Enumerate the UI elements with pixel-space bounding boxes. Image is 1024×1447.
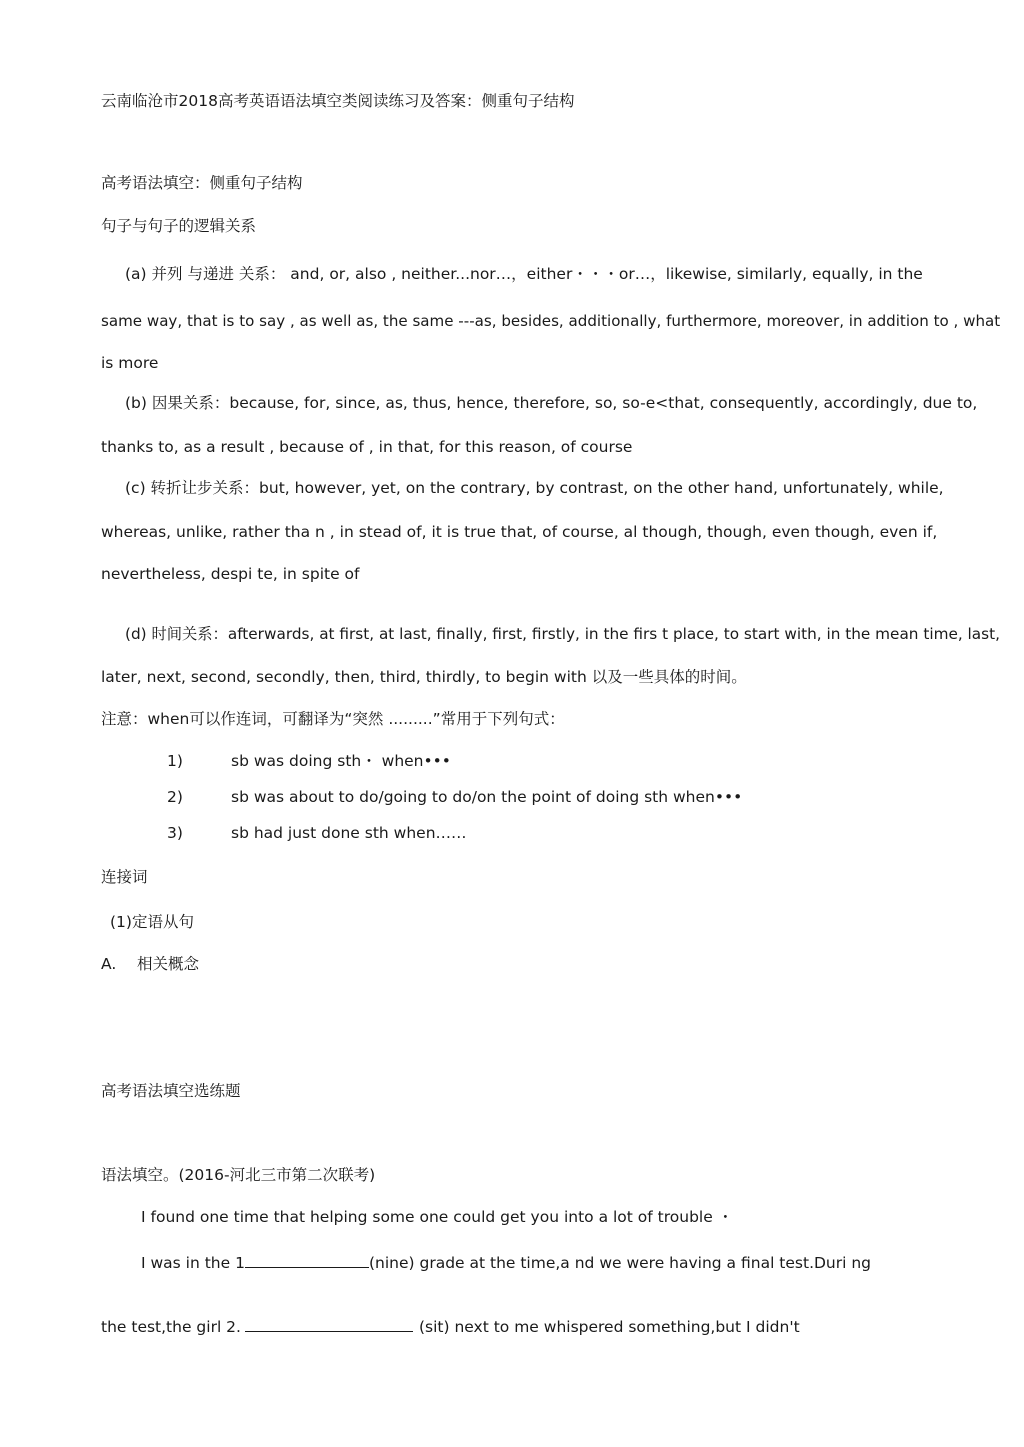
paragraph-a-line-3: is more (101, 354, 159, 372)
connectives-heading: 连接词 (101, 868, 148, 886)
list-item-text: sb had just done sth when…… (231, 824, 467, 842)
exercise-text: I was in the 1 (141, 1254, 245, 1272)
paragraph-a-line-1: (a) 并列 与递进 关系： and, or, also , neither...nor…，either・・・or…，likewise, similarly, equally, in the (125, 265, 923, 283)
exercise-text: (nine) grade at the time,a nd we were having a final test.Duri ng (368, 1254, 872, 1272)
list-item-number: 3) (167, 824, 183, 842)
paragraph-b-line-1: (b) 因果关系：because, for, since, as, thus, hence, therefore, so, so-e<that, consequently, accordingly, due to, (125, 394, 978, 412)
subsection-heading: 句子与句子的逻辑关系 (101, 217, 257, 235)
attributive-clause-heading: (1)定语从句 (110, 913, 194, 931)
concept-letter: A. (101, 955, 117, 973)
concept-label: 相关概念 (137, 955, 200, 973)
answer-blank-2[interactable] (245, 1317, 413, 1332)
list-item-text: sb was about to do/going to do/on the point of doing sth when••• (231, 788, 743, 806)
exercise-paragraph-1: I found one time that helping some one could get you into a lot of trouble ・ (141, 1208, 734, 1226)
list-item-number: 1) (167, 752, 183, 770)
exercise-text: the test,the girl 2. (101, 1318, 241, 1336)
paragraph-c-line-1: (c) 转折让步关系：but, however, yet, on the contrary, by contrast, on the other hand, unfortunately, while, (125, 479, 944, 497)
answer-blank-1[interactable] (245, 1253, 369, 1268)
exercise-text: (sit) next to me whispered something,but I didn't (418, 1318, 800, 1336)
page-title: 云南临沧市2018高考英语语法填空类阅读练习及答案：侧重句子结构 (101, 92, 575, 110)
section-heading: 高考语法填空：侧重句子结构 (101, 174, 303, 192)
paragraph-d-line-1: (d) 时间关系：afterwards, at first, at last, finally, first, firstly, in the firs t place, to start with, in the mean time, last, (125, 625, 1000, 643)
practice-heading: 高考语法填空选练题 (101, 1082, 241, 1100)
exercise-paragraph-2 (141, 1253, 871, 1273)
paragraph-a-line-2: same way, that is to say , as well as, the same ---as, besides, additionally, furthermore, moreover, in addition to , what (101, 312, 1001, 330)
list-item-number: 2) (167, 788, 183, 806)
list-item-text: sb was doing sth・ when••• (231, 752, 451, 770)
exercise-title: 语法填空。(2016-河北三市第二次联考) (101, 1166, 376, 1184)
paragraph-c-line-3: nevertheless, despi te, in spite of (101, 565, 360, 583)
paragraph-d-line-2: later, next, second, secondly, then, third, thirdly, to begin with 以及一些具体的时间。 (101, 668, 747, 686)
note-text: 注意：when可以作连词，可翻译为“突然 .........”常用于下列句式： (101, 710, 565, 728)
paragraph-c-line-2: whereas, unlike, rather tha n , in stead of, it is true that, of course, al though, though, even though, even if, (101, 523, 938, 541)
exercise-paragraph-3 (101, 1317, 800, 1337)
paragraph-b-line-2: thanks to, as a result , because of , in that, for this reason, of course (101, 438, 633, 456)
